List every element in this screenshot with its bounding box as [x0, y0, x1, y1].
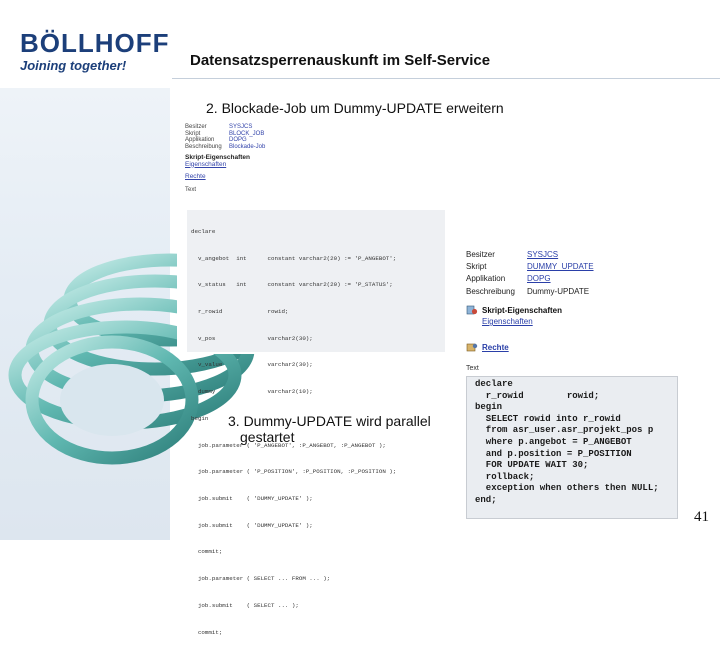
code-line: job.submit ( 'DUMMY_UPDATE' ); — [191, 521, 313, 529]
shot1-rights-link[interactable]: Rechte — [185, 173, 206, 180]
code-line: job.parameter ( 'P_POSITION', :P_POSITION, :P_POSITION ); — [191, 468, 397, 476]
header-divider — [172, 78, 720, 79]
code-line: begin — [191, 414, 209, 422]
step-2-caption: 2. Blockade-Job um Dummy-UPDATE erweitern — [206, 100, 504, 116]
shot1-text-label: Text — [185, 186, 197, 193]
shot1-meta — [185, 124, 265, 193]
code-line: v_value varchar2(30); — [191, 361, 313, 369]
code-line: commit; — [191, 548, 223, 556]
code-line: rollback; — [475, 471, 535, 482]
code-line: commit; — [191, 628, 223, 636]
code-line: r_rowid rowid; — [191, 307, 289, 315]
step-3-caption — [228, 413, 431, 445]
shot1-meta-key: Applikation — [185, 137, 215, 143]
code-line: v_angebot int constant varchar2(20) := 'P_ANGEBOT'; — [191, 254, 397, 262]
step-3-line-1: 3. Dummy-UPDATE wird parallel — [228, 413, 431, 429]
shot1-meta-key: Besitzer — [185, 124, 207, 130]
code-line: v_pos varchar2(30); — [191, 334, 313, 342]
dummy-update-code-box[interactable] — [466, 376, 678, 519]
code-line: job.submit ( SELECT ... ); — [191, 601, 299, 609]
info-key: Applikation — [466, 274, 506, 284]
code-line: r_rowid rowid; — [475, 390, 600, 401]
code-line: declare — [191, 227, 216, 235]
code-line: dummy varchar2(10); — [191, 388, 313, 396]
code-line: FOR UPDATE WAIT 30; — [475, 460, 589, 471]
shot1-meta-key: Skript — [185, 130, 201, 137]
logo-wordmark: BÖLLHOFF — [20, 28, 170, 58]
shot1-meta-value[interactable]: BLOCK_JOB — [229, 130, 265, 137]
code-line: exception when others then NULL; — [475, 483, 659, 494]
info-value[interactable]: DUMMY_UPDATE — [527, 262, 594, 272]
info-value: Dummy-UPDATE — [527, 286, 590, 296]
code-line: end; — [475, 494, 497, 505]
code-line: where p.angebot = P_ANGEBOT — [475, 436, 632, 447]
code-line: from asr_user.asr_projekt_pos p — [475, 425, 654, 436]
info-value[interactable]: SYSJCS — [527, 250, 559, 259]
code-line: job.submit ( 'DUMMY_UPDATE' ); — [191, 495, 313, 502]
code-line: SELECT rowid into r_rowid — [475, 413, 621, 424]
info-key: Skript — [466, 262, 487, 272]
page-number: 41 — [694, 509, 709, 525]
rights-link[interactable]: Rechte — [482, 342, 509, 352]
shot1-props-link[interactable]: Eigenschaften — [185, 160, 227, 168]
text-label: Text — [466, 365, 479, 372]
script-properties-header — [466, 305, 562, 315]
script-properties-label: Skript-Eigenschaften — [482, 305, 563, 315]
script-info-panel — [466, 249, 594, 298]
logo-tagline: Joining together! — [20, 58, 127, 73]
code-line: v_status int constant varchar2(20) := 'P_STATUS'; — [191, 281, 393, 289]
rights-row — [466, 342, 509, 352]
rights-icon — [466, 342, 478, 352]
info-key: Beschreibung — [466, 286, 515, 296]
properties-link-row — [482, 317, 533, 326]
company-logo — [20, 30, 170, 73]
code-line: and p.position = P_POSITION — [475, 448, 632, 459]
shot1-meta-value[interactable]: DOPG — [229, 137, 247, 143]
info-key: Besitzer — [466, 250, 495, 259]
shot1-meta-key: Beschreibung — [185, 143, 222, 150]
script-properties-icon — [466, 305, 478, 315]
code-line: job.parameter ( 'P_ANGEBOT', :P_ANGEBOT, :P_ANGEBOT ); — [191, 441, 386, 449]
code-line: begin — [475, 402, 503, 413]
shot1-meta-value: Blockade-Job — [229, 143, 266, 150]
info-value[interactable]: DOPG — [527, 274, 551, 284]
shot1-meta-value[interactable]: SYSJCS — [229, 124, 253, 130]
code-line: job.parameter ( SELECT ... FROM ... ); — [191, 575, 331, 583]
shot1-props-label: Skript-Eigenschaften — [185, 154, 251, 161]
step-3-line-2: gestartet — [240, 429, 295, 445]
properties-link[interactable]: Eigenschaften — [482, 317, 533, 326]
code-line: declare — [475, 379, 513, 389]
page-title: Datensatzsperrenauskunft im Self-Service — [190, 52, 491, 69]
